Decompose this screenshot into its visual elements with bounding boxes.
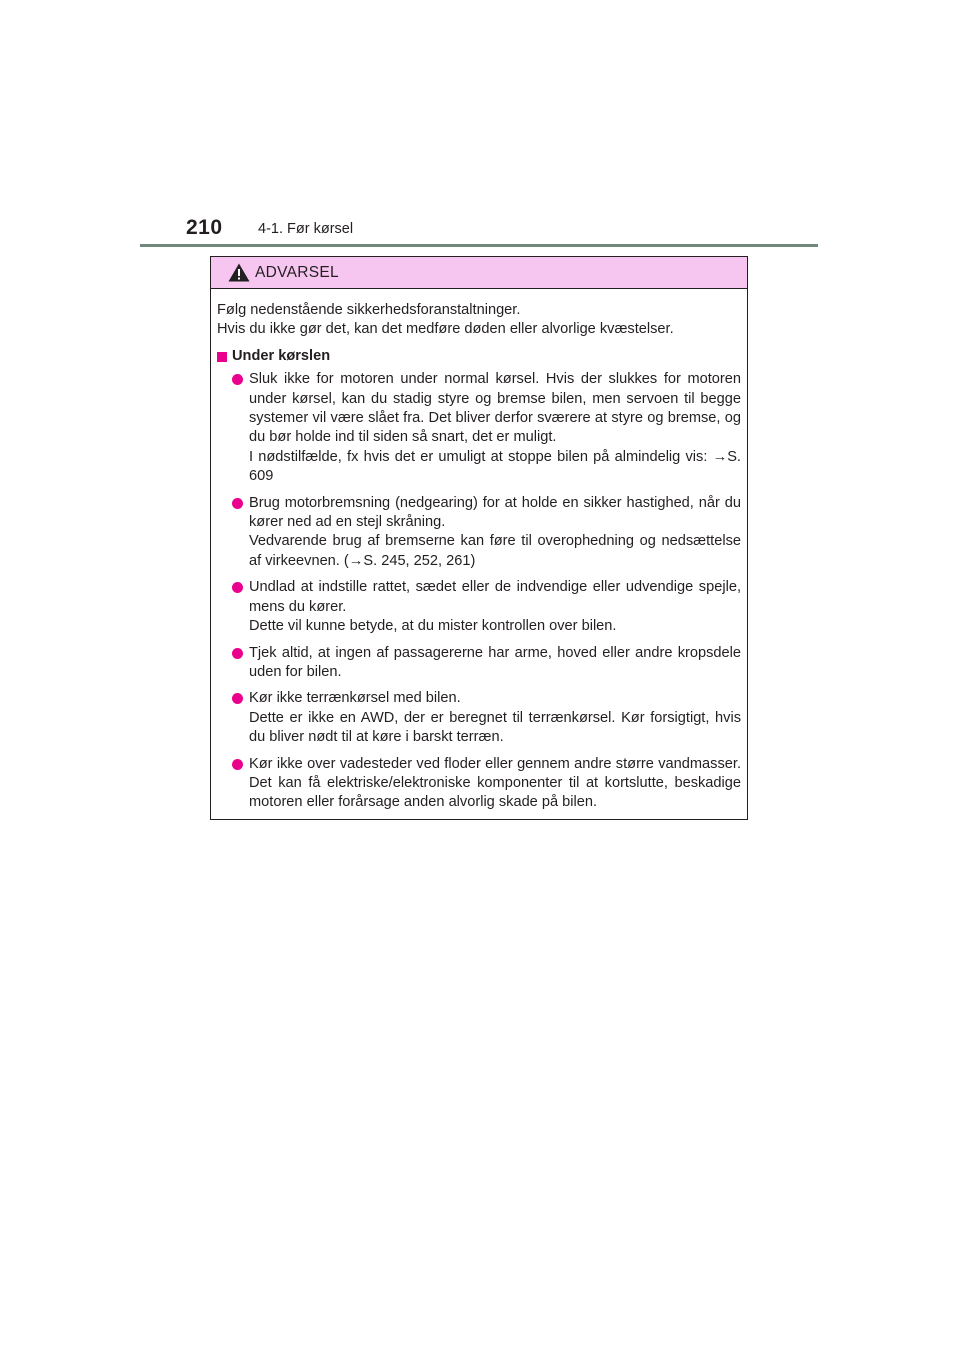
list-item — [217, 578, 741, 636]
subheading-text: Under kørslen — [232, 347, 331, 364]
warning-intro — [217, 301, 741, 340]
item-paragraph: Tjek altid, at ingen af passagererne har arme, hoved eller andre kropsdele uden for bilen. — [249, 644, 741, 680]
item-paragraph: Dette vil kunne betyde, at du mister kontrollen over bilen. — [249, 618, 617, 635]
item-paragraph: Dette er ikke en AWD, der er beregnet til terrænkørsel. Kør forsigtigt, hvis du bliver nødt til at køre i barskt terræn. — [249, 709, 741, 746]
item-paragraph: Vedvarende brug af bremserne kan føre til overophedning og nedsættelse af virkeevnen. (→S. 245, 252, 261) — [249, 533, 741, 569]
item-paragraph: Kør ikke over vadesteder ved floder eller gennem andre større vandmasser. Det kan få elektriske/elektroniske komponenter til at kortslutte, beskadige motoren eller forårsage anden alvorlig skade på bilen. — [249, 755, 741, 811]
list-item — [217, 370, 741, 486]
warning-label: ADVARSEL — [255, 264, 339, 281]
bullet-dot-icon — [232, 582, 243, 593]
warning-header — [211, 257, 747, 289]
warning-triangle-icon — [228, 263, 250, 282]
item-paragraph: I nødstilfælde, fx hvis det er umuligt at stoppe bilen på almindelig vis: →S. 609 — [249, 448, 741, 485]
item-paragraph: Sluk ikke for motoren under normal kørsel. Hvis der slukkes for motoren under kørsel, kan du stadig styre og bremse bilen, men servoen til begge systemer vil være slået fra. Det bliver derfor sværere at styre og bremse, og du bør holde ind til siden så snart, det er muligt. — [249, 371, 741, 446]
list-item — [217, 644, 741, 683]
bullet-dot-icon — [232, 498, 243, 509]
intro-line: Hvis du ikke gør det, kan det medføre døden eller alvorlige kvæstelser. — [217, 321, 674, 338]
page-number: 210 — [186, 216, 223, 239]
bullet-dot-icon — [232, 648, 243, 659]
square-bullet-icon — [217, 352, 227, 362]
page-header — [0, 0, 960, 250]
bullet-dot-icon — [232, 374, 243, 385]
subheading — [217, 347, 741, 366]
item-paragraph: Kør ikke terrænkørsel med bilen. — [249, 690, 461, 707]
warning-box — [210, 256, 748, 820]
warning-list — [217, 370, 741, 813]
list-item — [217, 689, 741, 747]
list-item — [217, 494, 741, 572]
header-rule — [140, 244, 818, 247]
section-title: 4-1. Før kørsel — [258, 221, 354, 237]
item-paragraph: Undlad at indstille rattet, sædet eller de indvendige eller udvendige spejle, mens du kører. — [249, 579, 741, 615]
list-item — [217, 755, 741, 813]
intro-line: Følg nedenstående sikkerhedsforanstaltninger. — [217, 302, 521, 318]
item-paragraph: Brug motorbremsning (nedgearing) for at holde en sikker hastighed, når du kører ned ad en stejl skråning. — [249, 494, 741, 531]
warning-body — [211, 289, 747, 813]
bullet-dot-icon — [232, 759, 243, 770]
bullet-dot-icon — [232, 693, 243, 704]
